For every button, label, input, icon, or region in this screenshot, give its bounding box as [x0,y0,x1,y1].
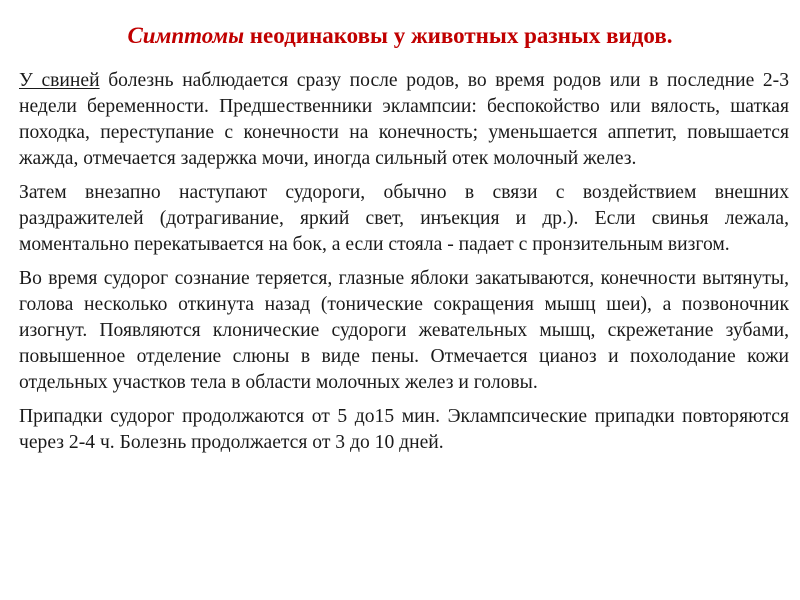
paragraph-3 [19,266,789,396]
title-emphasis: Симптомы [127,23,245,48]
title-rest: неодинаковы у животных разных видов. [244,23,673,48]
paragraph-2 [19,180,789,258]
paragraph-1-underlined: У свиней [19,70,100,91]
paragraph-4-text: Припадки судорог продолжаются от 5 до15 мин. Эклампсические припадки повторяются через 2-4 ч. Болезнь продолжается от 3 до 10 дней. [19,406,789,453]
slide-title [0,22,800,50]
paragraph-1-text: болезнь наблюдается сразу после родов, во время родов или в последние 2-3 недели беременности. Предшественники эклампсии: беспокойство или вялость, шаткая походка, переступание с конечности на конечность; уменьшается аппетит, повышается жажда, отмечается задержка мочи, иногда сильный отек молочный желез. [19,70,789,169]
paragraph-2-text: Затем внезапно наступают судороги, обычно в связи с воздействием внешних раздражителей (дотрагивание, яркий свет, инъекция и др.). Если свинья лежала, моментально перекатывается на бок, а если стояла - падает с пронзительным визгом. [19,182,789,255]
paragraph-1 [19,68,789,172]
paragraph-3-text: Во время судорог сознание теряется, глазные яблоки закатываются, конечности вытянуты, голова несколько откинута назад (тонические сокращения мышц шеи), а позвоночник изогнут. Появляются клонические судороги жевательных мышц, скрежетание зубами, повышенное отделение слюны в виде пены. Отмечается цианоз и похолодание кожи отдельных участков тела в области молочных желез и головы. [19,268,789,393]
slide-body [19,68,789,464]
paragraph-4 [19,404,789,456]
